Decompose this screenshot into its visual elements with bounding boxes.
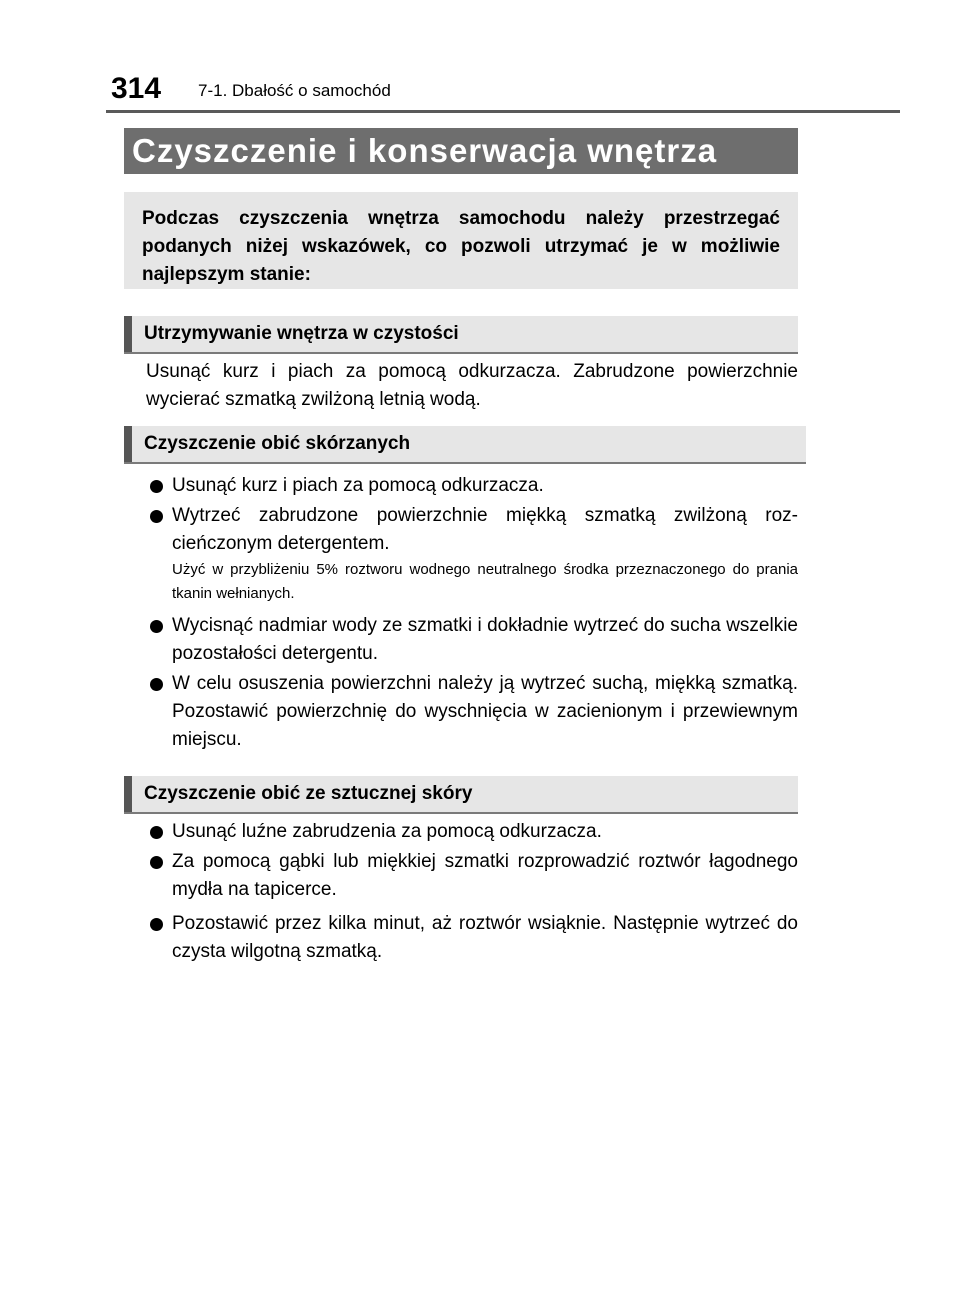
subheading-artificial-leather bbox=[124, 776, 798, 814]
page-header bbox=[0, 0, 960, 112]
list-item-text: Usunąć kurz i piach za pomocą odkurzacza. bbox=[172, 475, 544, 496]
bullet-icon bbox=[150, 918, 163, 931]
list-item-text: Pozostawić przez kilka minut, aż roztwór wsiąknie. Następnie wytrzeć do czysta wilgotną szmatką. bbox=[172, 913, 798, 962]
intro-text: Podczas czyszczenia wnętrza samochodu należy przestrzegać podanych niżej wskazówek, co pozwoli utrzymać je w możliwie najlepszym stanie: bbox=[142, 208, 780, 285]
bullet-icon bbox=[150, 678, 163, 691]
page-title-band bbox=[124, 128, 798, 174]
subheading-label: Utrzymywanie wnętrza w czystości bbox=[144, 323, 459, 344]
list-item-text: Usunąć luźne zabrudzenia za pomocą odkurzacza. bbox=[172, 821, 602, 842]
page-title: Czyszczenie i konserwacja wnętrza bbox=[132, 132, 718, 169]
subheading-marker bbox=[124, 776, 132, 812]
bullet-icon bbox=[150, 620, 163, 633]
section-path: 7-1. Dbałość o samochód bbox=[198, 81, 391, 100]
bullet-icon bbox=[150, 480, 163, 493]
list-item-text: Wytrzeć zabrudzone powierzchnie miękką szmatką zwilżoną rozcieńczonym detergentem. bbox=[172, 505, 798, 554]
page-number: 314 bbox=[111, 72, 162, 105]
intro-box bbox=[124, 192, 798, 289]
list-item-text: W celu osuszenia powierzchni należy ją wytrzeć suchą, miękką szmatką. Pozostawić powierzchnię do wyschnięcia w zacienionym i przewiewnym miejscu. bbox=[172, 673, 798, 750]
subheading-marker bbox=[124, 426, 132, 462]
list-item-text: Wycisnąć nadmiar wody ze szmatki i dokładnie wytrzeć do sucha wszelkie pozostałości detergentu. bbox=[172, 615, 798, 664]
subheading-label: Czyszczenie obić ze sztucznej skóry bbox=[144, 783, 473, 804]
bullet-icon bbox=[150, 856, 163, 869]
bullet-icon bbox=[150, 510, 163, 523]
subheading-marker bbox=[124, 316, 132, 352]
note-text: Użyć w przybliżeniu 5% roztworu wodnego neutralnego środka przeznaczonego do prania tkanin wełnianych. bbox=[172, 561, 798, 602]
list-item-text: Za pomocą gąbki lub miękkiej szmatki rozprowadzić roztwór łagodnego mydła na tapicerce. bbox=[172, 851, 798, 900]
subheading-keeping-clean bbox=[124, 316, 798, 354]
paragraph-keeping-clean: Usunąć kurz i piach za pomocą odkurzacza. Zabrudzone powierzchnie wycierać szmatką zwilżoną letnią wodą. bbox=[146, 361, 798, 410]
subheading-leather bbox=[124, 426, 806, 464]
header-rule bbox=[106, 110, 900, 113]
bullet-icon bbox=[150, 826, 163, 839]
subheading-label: Czyszczenie obić skórzanych bbox=[144, 433, 411, 454]
